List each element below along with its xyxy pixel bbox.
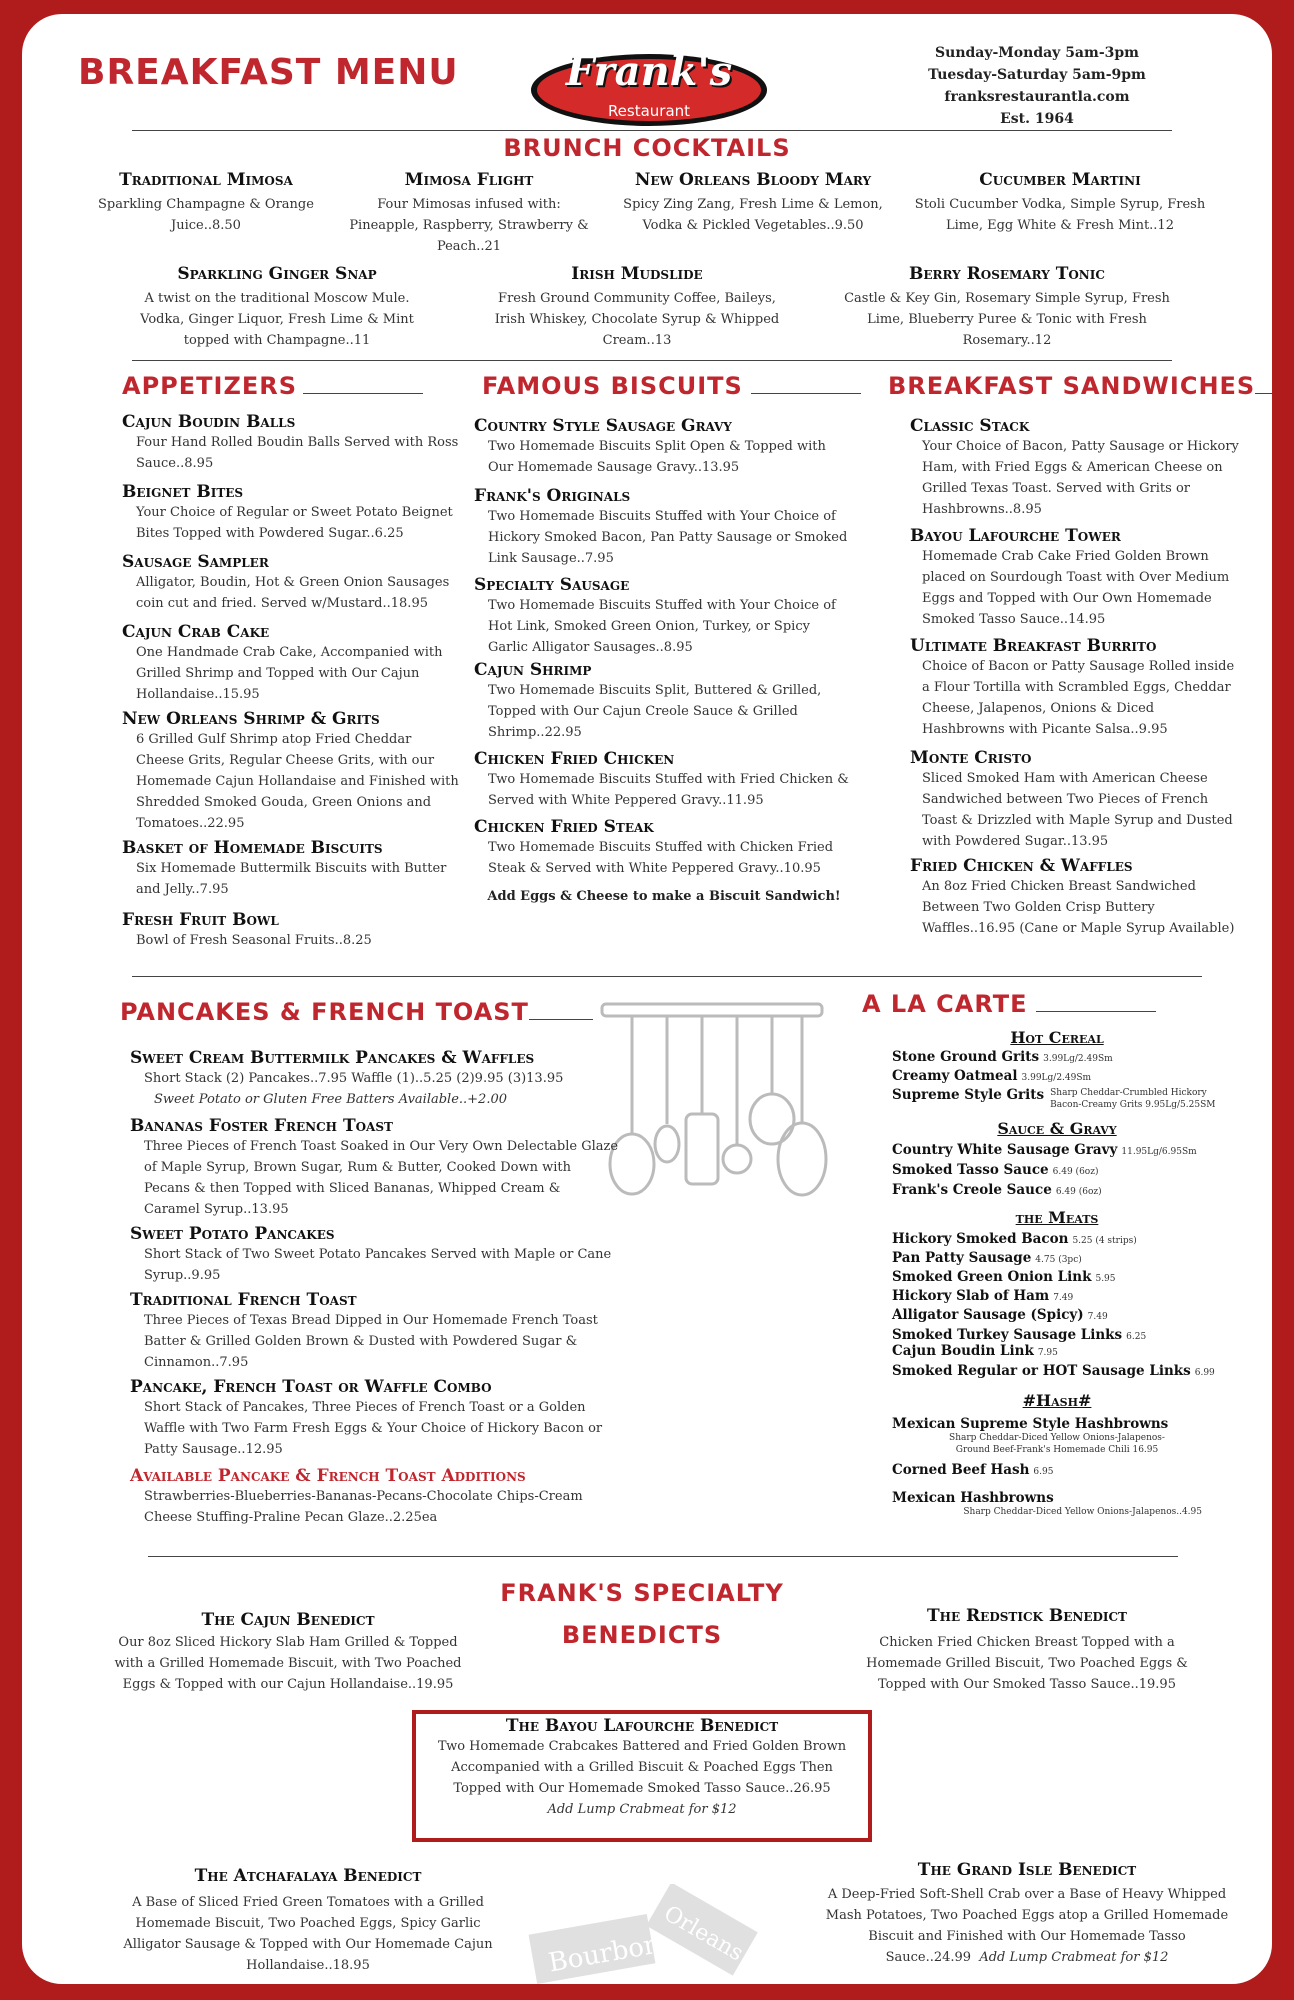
list-item: Bayou Lafourche Tower Homemade Crab Cake Fried Golden Brown placed on Sourdough Toast with Over Medium Eggs and Topped with Our Own Homemade Smoked Tasso Sauce..14.95: [910, 526, 1230, 627]
additions-block: [130, 1466, 620, 1528]
list-item: Sweet Cream Buttermilk Pancakes & Waffles Short Stack (2) Pancakes..7.95 Waffle (1)..5.25 (2)9.95 (3)13.95 Sweet Potato or Gluten Free Batters Available..+2.00: [130, 1048, 564, 1107]
list-item: Pancake, French Toast or Waffle Combo Short Stack of Pancakes, Three Pieces of French Toast or a Golden Waffle with Two Farm Fresh Eggs & Your Choice of Hickory Bacon or Patty Sausage..12.95: [130, 1377, 603, 1457]
divider: [132, 130, 1172, 131]
list-item: Mexican Supreme Style Hashbrowns: [892, 1416, 1169, 1432]
list-item: Country White Sausage Gravy 11.95Lg/6.95Sm: [892, 1142, 1197, 1158]
list-item: Creamy Oatmeal 3.99Lg/2.49Sm: [892, 1068, 1092, 1084]
list-item: Smoked Regular or HOT Sausage Links 6.99: [892, 1363, 1215, 1379]
list-item: Alligator Sausage (Spicy) 7.49: [892, 1307, 1108, 1323]
additions-desc: Strawberries-Blueberries-Bananas-Pecans-Chocolate Chips-Cream Cheese Stuffing-Praline Pecan Glaze..2.25ea: [144, 1489, 583, 1525]
list-item: Sweet Potato Pancakes Short Stack of Two Sweet Potato Pancakes Served with Maple or Cane Syrup..9.95: [130, 1224, 612, 1283]
list-item: Frank's Creole Sauce 6.49 (6oz): [892, 1182, 1102, 1198]
restaurant-logo: [527, 44, 771, 130]
list-item: Fresh Fruit Bowl Bowl of Fresh Seasonal Fruits..8.25: [122, 910, 372, 948]
sandwiches-list: [910, 416, 1240, 939]
street-sign-right: Orleans: [659, 1901, 748, 1967]
divider: [148, 1556, 1178, 1557]
logo-sub-text: Restaurant: [607, 102, 691, 120]
pancakes-list: [130, 1048, 620, 1528]
cereal-heading: Hot Cereal: [1010, 1028, 1104, 1047]
list-item: Smoked Green Onion Link 5.95: [892, 1269, 1116, 1285]
utensils-icon: [592, 994, 832, 1204]
hours-line-2: Tuesday-Saturday 5am-9pm: [928, 67, 1146, 83]
list-item: Mexican Hashbrowns: [892, 1490, 1054, 1506]
list-item: Specialty Sausage Two Homemade Biscuits Stuffed with Your Choice of Hot Link, Smoked Green Onion, Turkey, or Spicy Garlic Alligator Sausages..8.95: [474, 575, 836, 655]
list-item: New Orleans Shrimp & Grits 6 Grilled Gulf Shrimp atop Fried Cheddar Cheese Grits, Regular Cheese Grits, with our Homemade Cajun Hollandaise and Finished with Shredded Smoked Gouda, Green Onions and Tomatoes..22.95: [122, 709, 459, 831]
list-item: Stone Ground Grits 3.99Lg/2.49Sm: [892, 1049, 1113, 1065]
alacarte-title: A LA CARTE: [862, 990, 1156, 1018]
menu-sheet: [22, 14, 1272, 1984]
cocktail-item: Cucumber Martini Stoli Cucumber Vodka, Simple Syrup, Fresh Lime, Egg White & Fresh Mint..12: [914, 170, 1206, 233]
list-item: Monte Cristo Sliced Smoked Ham with American Cheese Sandwiched between Two Pieces of French Toast & Drizzled with Maple Syrup and Dusted with Powdered Sugar..13.95: [910, 748, 1233, 849]
list-item: Classic Stack Your Choice of Bacon, Patty Sausage or Hickory Ham, with Fried Eggs & American Cheese on Grilled Texas Toast. Served with Grits or Hashbrowns..8.95: [910, 416, 1239, 517]
list-item: Cajun Crab Cake One Handmade Crab Cake, Accompanied with Grilled Shrimp and Topped with Our Cajun Hollandaise..15.95: [122, 622, 443, 702]
cocktail-item: Sparkling Ginger Snap A twist on the traditional Moscow Mule. Vodka, Ginger Liquor, Fresh Lime & Mint topped with Champagne..11: [140, 264, 414, 348]
list-item: Sausage Sampler Alligator, Boudin, Hot & Green Onion Sausages coin cut and fried. Served w/Mustard..18.95: [122, 552, 450, 611]
list-item: Ultimate Breakfast Burrito Choice of Bacon or Patty Sausage Rolled inside a Flour Tortilla with Scrambled Eggs, Cheddar Cheese, Jalapenos, Onions & Diced Hashbrowns with Picante Salsa..9.95: [910, 636, 1235, 737]
street-sign-left: Bourbon: [546, 1929, 663, 1979]
list-item: Country Style Sausage Gravy Two Homemade Biscuits Split Open & Topped with Our Homemade Sausage Gravy..13.95: [474, 416, 826, 475]
benedict-item: The Grand Isle Benedict A Deep-Fried Soft-Shell Crab over a Base of Heavy Whipped Mash Potatoes, Two Poached Eggs atop a Grilled Homemade Biscuit and Finished with Our Homemade Tasso Sauce..24.99 Add Lump Crabmeat for $12: [825, 1860, 1229, 1965]
divider: [132, 360, 1172, 361]
biscuits-list: [474, 416, 854, 904]
list-item: Smoked Turkey Sausage Links 6.25: [892, 1327, 1147, 1343]
street-sign-icon: [522, 1884, 762, 1984]
cocktails-title: BRUNCH COCKTAILS: [503, 134, 791, 162]
established: Est. 1964: [1000, 111, 1074, 127]
appetizers-list: [122, 412, 462, 951]
cocktail-item: Irish Mudslide Fresh Ground Community Coffee, Baileys, Irish Whiskey, Chocolate Syrup & Whipped Cream..13: [494, 264, 780, 348]
appetizers-title: APPETIZERS: [122, 372, 423, 400]
biscuits-title: FAMOUS BISCUITS: [482, 372, 861, 400]
cocktail-item: Mimosa Flight Four Mimosas infused with: Pineapple, Raspberry, Strawberry & Peach..21: [349, 170, 589, 254]
list-item: Traditional French Toast Three Pieces of Texas Bread Dipped in Our Homemade French Toast Batter & Grilled Golden Brown & Dusted with Powdered Sugar & Cinnamon..7.95: [130, 1290, 598, 1370]
hash-heading: #Hash#: [1022, 1391, 1092, 1410]
list-item: Corned Beef Hash 6.95: [892, 1462, 1054, 1478]
list-item: Cajun Boudin Balls Four Hand Rolled Boudin Balls Served with Ross Sauce..8.95: [122, 412, 459, 471]
list-item: Hickory Slab of Ham 7.49: [892, 1288, 1074, 1304]
additions-title: Available Pancake & French Toast Additions: [130, 1466, 526, 1486]
list-item: Cajun Shrimp Two Homemade Biscuits Split, Buttered & Grilled, Topped with Our Cajun Creole Sauce & Grilled Shrimp..22.95: [474, 660, 822, 740]
hours-line-1: Sunday-Monday 5am-3pm: [935, 45, 1139, 61]
list-item: Hickory Smoked Bacon 5.25 (4 strips): [892, 1231, 1137, 1247]
sandwiches-title: BREAKFAST SANDWICHES: [888, 372, 1272, 400]
list-item: Fried Chicken & Waffles An 8oz Fried Chicken Breast Sandwiched Between Two Golden Crisp Buttery Waffles..16.95 (Cane or Maple Syrup Available): [910, 856, 1235, 936]
list-item: Basket of Homemade Biscuits Six Homemade Buttermilk Biscuits with Butter and Jelly..7.95: [122, 838, 447, 897]
alacarte-list: Hot Cereal Stone Ground Grits 3.99Lg/2.49Sm Creamy Oatmeal 3.99Lg/2.49Sm Supreme Style Grits Sharp Cheddar-Crumbled Hickory Bacon-Creamy Grits 9.95Lg/5.25SM Sauce & Gravy Country White Sausage Gravy 11.95Lg/6.95Sm Smoked Tasso Sauce 6.49 (6oz) Frank's Creole Sauce 6.49 (6oz) the Meats Hickory Smoked Bacon 5.25 (4 strips) Pan Patty Sausage 4.75 (3pc) Smoked Green Onion Link 5.95 Hickory Slab of Ham 7.49 Alligator Sausage (Spicy) 7.49 Smoked Turkey Sausage Links 6.25 Cajun Boudin Link 7.95 Smoked Regular or HOT Sausage Links 6.99 #Hash# Mexican Supreme Style Hashbrowns Sharp Cheddar-Diced Yellow Onions-Jalapenos- Ground Beef-Frank's Homemade Chili 16.95 Corned Beef Hash 6.95 Mexican Hashbrowns Sharp Cheddar-Diced Yellow Onions-Jalapenos..4.95: [892, 1028, 1222, 1518]
cocktail-item: New Orleans Bloody Mary Spicy Zing Zang, Fresh Lime & Lemon, Vodka & Pickled Vegetables..9.50: [623, 170, 883, 233]
list-item: Cajun Boudin Link 7.95: [892, 1343, 1058, 1359]
gravy-heading: Sauce & Gravy: [997, 1119, 1117, 1138]
list-item: Pan Patty Sausage 4.75 (3pc): [892, 1250, 1082, 1266]
list-item: Frank's Originals Two Homemade Biscuits Stuffed with Your Choice of Hickory Smoked Bacon, Pan Patty Sausage or Smoked Link Sausage..7.95: [474, 486, 848, 566]
benedict-item: The Cajun Benedict Our 8oz Sliced Hickory Slab Ham Grilled & Topped with a Grilled Homemade Biscuit, with Two Poached Eggs & Topped with our Cajun Hollandaise..19.95: [114, 1610, 462, 1692]
list-item: Chicken Fried Chicken Two Homemade Biscuits Stuffed with Fried Chicken & Served with White Peppered Gravy..11.95: [474, 749, 849, 808]
meats-heading: the Meats: [1015, 1208, 1099, 1227]
cocktail-item: Traditional Mimosa Sparkling Champagne & Orange Juice..8.50: [98, 170, 314, 233]
page-title: BREAKFAST MENU: [78, 52, 459, 93]
cocktail-item: Berry Rosemary Tonic Castle & Key Gin, Rosemary Simple Syrup, Fresh Lime, Blueberry Puree & Tonic with Fresh Rosemary..12: [844, 264, 1170, 348]
list-item: Chicken Fried Steak Two Homemade Biscuits Stuffed with Chicken Fried Steak & Served with White Peppered Gravy..10.95: [474, 817, 834, 876]
benedict-item: The Atchafalaya Benedict A Base of Sliced Fried Green Tomatoes with a Grilled Homemade Biscuit, Two Poached Eggs, Spicy Garlic Alligator Sausage & Topped with Our Homemade Cajun Hollandaise..18.95: [123, 1866, 493, 1973]
benedict-item: The Bayou Lafourche Benedict Two Homemade Crabcakes Battered and Fried Golden Brown Accompanied with a Grilled Biscuit & Poached Eggs Then Topped with Our Homemade Smoked Tasso Sauce..26.95 Add Lump Crabmeat for $12: [437, 1716, 847, 1817]
website-link[interactable]: franksrestaurantla.com: [944, 89, 1130, 105]
hours-block: [922, 42, 1152, 130]
list-item: Smoked Tasso Sauce 6.49 (6oz): [892, 1162, 1099, 1178]
list-item: Beignet Bites Your Choice of Regular or Sweet Potato Beignet Bites Topped with Powdered Sugar..6.25: [122, 482, 453, 541]
benedict-item: The Redstick Benedict Chicken Fried Chicken Breast Topped with a Homemade Grilled Biscuit, Two Poached Eggs & Topped with Our Smoked Tasso Sauce..19.95: [866, 1606, 1188, 1692]
list-item: Supreme Style Grits Sharp Cheddar-Crumbled Hickory Bacon-Creamy Grits 9.95Lg/5.25SM: [892, 1087, 1216, 1110]
pancakes-title: PANCAKES & FRENCH TOAST: [120, 998, 593, 1026]
biscuit-note: Add Eggs & Cheese to make a Biscuit Sandwich!: [487, 889, 841, 904]
divider: [132, 976, 1202, 977]
logo-main-text: Frank's: [565, 48, 733, 95]
list-item: Bananas Foster French Toast Three Pieces of French Toast Soaked in Our Very Own Delectable Glaze of Maple Syrup, Brown Sugar, Rum & Butter, Cooked Down with Pecans & then Topped with Sliced Bananas, Whipped Cream & Caramel Syrup..13.95: [130, 1116, 619, 1217]
benedicts-title: FRANK'S SPECIALTY BENEDICTS: [500, 1579, 784, 1649]
